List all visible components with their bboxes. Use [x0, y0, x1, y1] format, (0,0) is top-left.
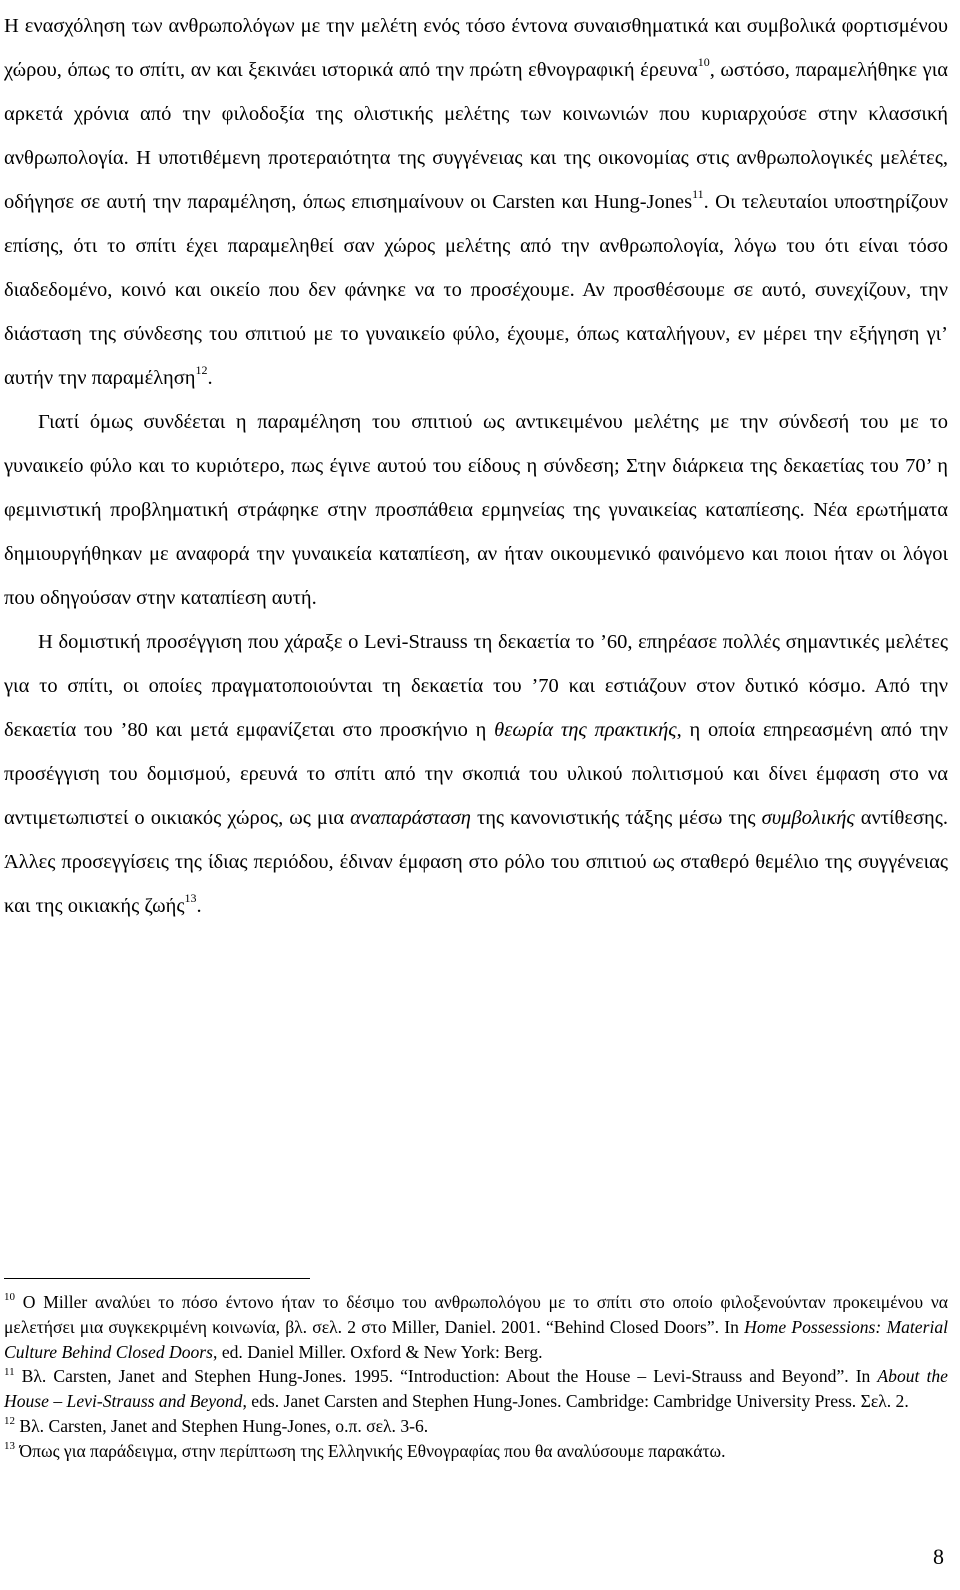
main-text	[4, 4, 948, 928]
footnotes	[4, 1290, 948, 1464]
text-run: Γιατί όμως συνδέεται η παραμέληση του σπιτιού ως αντικειμένου μελέτης με την σύνδεσή του με το γυναικείο φύλο και το κυριότερο, πως έγινε αυτού του είδους η σύνδεση; Στην διάρκεια της δεκαετίας του 70’ η φεμινιστική προβληματική στράφηκε στην προσπάθεια ερμηνείας της γυναικείας καταπίεσης. Νέα ερωτήματα δημιουργήθηκαν με αναφορά την γυναικεία καταπίεση, αν ήταν οικουμενικό φαινόμενο και ποιοι ήταν οι λόγοι που οδηγούσαν στην καταπίεση αυτή.	[4, 411, 948, 609]
text-run: Βλ. Carsten, Janet and Stephen Hung-Jones, ο.π. σελ. 3-6.	[15, 1415, 429, 1436]
italic-text: About the House – Levi-Strauss and Beyond	[4, 1366, 948, 1412]
text-run: .	[207, 367, 213, 389]
paragraph-2	[4, 400, 948, 620]
italic-text: αναπαράσταση	[350, 807, 471, 829]
footnote-12	[4, 1414, 948, 1439]
text-run: , eds. Janet Carsten and Stephen Hung-Jones. Cambridge: Cambridge University Press. Σελ. 2.	[242, 1391, 909, 1412]
text-run: . Οι τελευταίοι υποστηρίζουν επίσης, ότι το σπίτι έχει παραμεληθεί σαν χώρος μελέτης από την ανθρωπολογία, λόγω του ότι είναι τόσο διαδεδομένο, κοινό και οικείο που δεν φάνηκε να το προσέχουμε. Αν προσθέσουμε σε αυτό, συνεχίζουν, την διάσταση της σύνδεσης του σπιτιού με το γυναικείο φύλο, έχουμε, όπως καταλήγουν, εν μέρει την εξήγηση γι’ αυτήν την παραμέληση	[4, 191, 948, 389]
text-run: Όπως για παράδειγμα, στην περίπτωση της Ελληνικής Εθνογραφίας που θα αναλύσουμε παρακάτω.	[15, 1440, 726, 1461]
italic-text: θεωρία της πρακτικής	[494, 719, 677, 741]
text-run: αντίθεσης. Άλλες προσεγγίσεις της ίδιας περιόδου, έδιναν έμφαση στο ρόλο του σπιτιού ως σταθερό θεμέλιο της συγγένειας και της οικιακής ζωής	[4, 807, 948, 917]
footnote-ref-12: 12	[195, 363, 208, 378]
page-number: 8	[933, 1544, 944, 1569]
italic-text: συμβολικής	[761, 807, 855, 829]
footnote-ref-11: 11	[692, 187, 704, 202]
text-run: , ed. Daniel Miller. Oxford & New York: Berg.	[213, 1341, 543, 1362]
footnote-ref-11: 11	[4, 1365, 15, 1378]
text-run: , η οποία επηρεασμένη από την προσέγγιση του δομισμού, ερευνά το σπίτι από την σκοπιά του υλικού πολιτισμού και δίνει έμφαση στο να αντιμετωπιστεί ο οικιακός χώρος, ως μια	[4, 719, 948, 829]
text-run: .	[196, 895, 202, 917]
footnote-ref-12: 12	[4, 1415, 15, 1428]
footnote-ref-10: 10	[697, 55, 710, 70]
footnote-ref-13: 13	[4, 1439, 15, 1452]
paragraph-1	[4, 4, 948, 400]
footnote-11	[4, 1364, 948, 1414]
text-run: της κανονιστικής τάξης μέσω της	[470, 807, 762, 829]
footnote-ref-13: 13	[184, 891, 197, 906]
text-run: Η δομιστική προσέγγιση που χάραξε ο Levi-Strauss τη δεκαετία το ’60, επηρέασε πολλές σημαντικές μελέτες για το σπίτι, οι οποίες πραγματοποιούνται τη δεκαετία του ’70 και εστιάζουν στον δυτικό κόσμο. Από την δεκαετία του ’80 και μετά εμφανίζεται στο προσκήνιο η	[4, 631, 948, 741]
text-run: Ο Miller αναλύει το πόσο έντονο ήταν το δέσιμο του ανθρωπολόγου με το σπίτι στο οποίο φιλοξενούνταν προκειμένου να μελετήσει μια συγκεκριμένη κοινωνία, βλ. σελ. 2 στο Miller, Daniel. 2001. “Behind Closed Doors”. In	[4, 1292, 948, 1337]
footnote-13	[4, 1439, 948, 1464]
text-run: Βλ. Carsten, Janet and Stephen Hung-Jones. 1995. “Introduction: About the House – Levi-Strauss and Beyond”. In	[14, 1366, 878, 1387]
footnote-10	[4, 1290, 948, 1364]
text-run: , ωστόσο, παραμελήθηκε για αρκετά χρόνια από την φιλοδοξία της ολιστικής μελέτης των κοινωνιών που κυριαρχούσε στην κλασσική ανθρωπολογία. Η υποτιθέμενη προτεραιότητα της συγγένειας και της οικονομίας στις ανθρωπολογικές μελέτες, οδήγησε σε αυτή την παραμέληση, όπως επισημαίνουν οι Carsten και Hung-Jones	[4, 59, 948, 213]
italic-text: Home Possessions: Material Culture Behind Closed Doors	[4, 1316, 949, 1362]
text-run: Η ενασχόληση των ανθρωπολόγων με την μελέτη ενός τόσο έντονα συναισθηματικά και συμβολικά φορτισμένου χώρου, όπως το σπίτι, αν και ξεκινάει ιστορικά από την πρώτη εθνογραφική έρευνα	[4, 15, 948, 81]
paragraph-3	[4, 620, 948, 928]
footnote-separator	[4, 1278, 310, 1279]
footnote-ref-10: 10	[4, 1291, 15, 1304]
